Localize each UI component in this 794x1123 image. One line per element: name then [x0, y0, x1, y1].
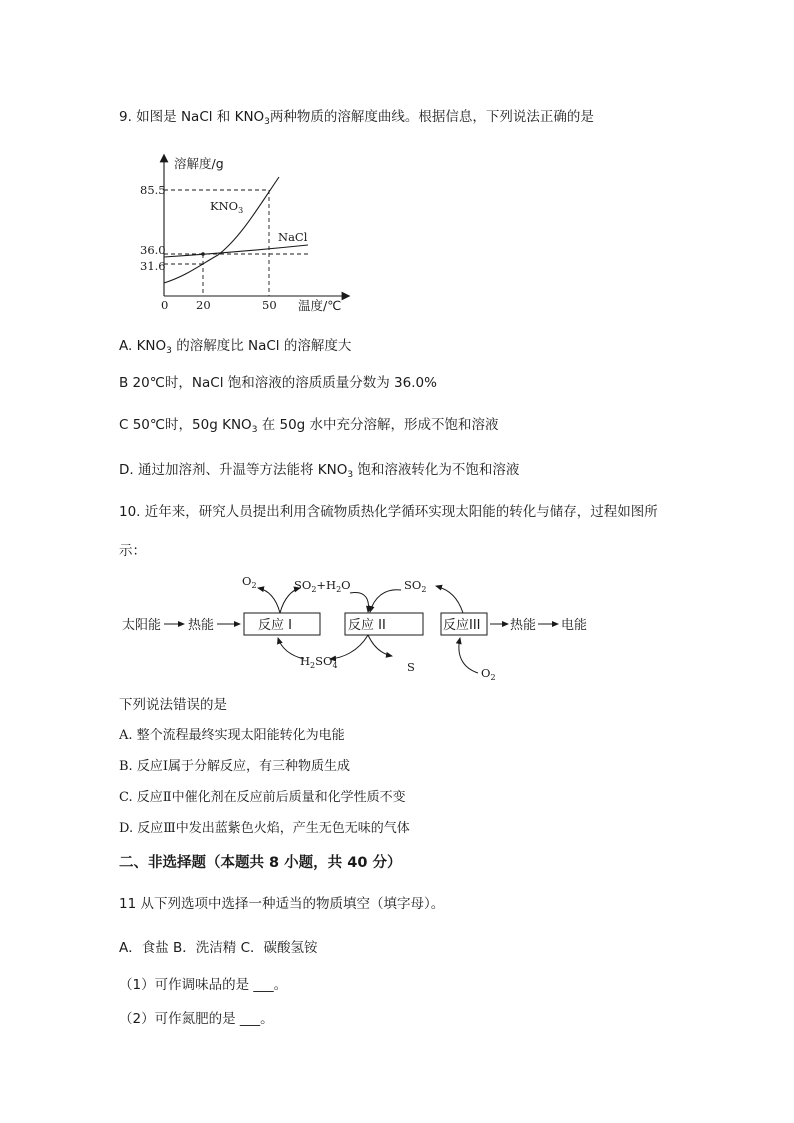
q11-stem: 11 从下列选项中选择一种适当的物质填空（填字母）。 [119, 896, 445, 912]
heat-label-2: 热能 [510, 618, 537, 633]
solubility-chart [140, 150, 370, 320]
s-label: S [407, 660, 415, 674]
q11-choices: A．食盐 B．洗洁精 C．碳酸氢铵 [119, 940, 318, 956]
xtick-50: 50 [262, 298, 277, 312]
o2-bottom: $O_2$ [481, 666, 496, 682]
ytick-85-5: 85.5 [140, 183, 166, 197]
nacl-curve [164, 245, 308, 257]
xtick-0: 0 [161, 298, 169, 312]
reaction-3-label: 反应III [443, 618, 481, 633]
q9-stem: 9. 如图是 NaCl 和 $KNO_3$两种物质的溶解度曲线。根据信息，下列说法正确的是 [119, 109, 594, 127]
ytick-31-6: 31.6 [140, 259, 166, 273]
q10-stem-line2: 示： [119, 543, 146, 559]
q9-option-a: A. $KNO_3$ 的溶解度比 NaCl 的溶解度大 [119, 338, 352, 356]
q10-option-c: C. 反应Ⅱ中催化剂在反应前后质量和化学性质不变 [119, 790, 406, 805]
q11-sub2: （2）可作氮肥的是 ___。 [119, 1011, 274, 1027]
section-title: 二、非选择题（本题共 8 小题，共 40 分） [119, 855, 402, 871]
electric-label: 电能 [561, 618, 588, 633]
kno3-label: $KNO_3$ [210, 199, 244, 215]
intersection-dot [201, 252, 205, 256]
q10-option-d: D. 反应Ⅲ中发出蓝紫色火焰，产生无色无味的气体 [119, 821, 410, 836]
reaction-2-label: 反应 II [348, 618, 386, 633]
so2-h2o-label: $SO_2+H_2O$ [294, 578, 351, 594]
so2-right-label: $SO_2$ [404, 578, 427, 594]
x-axis-label: 温度/℃ [298, 298, 342, 313]
q11-sub1: （1）可作调味品的是 ___。 [119, 977, 288, 993]
reaction-1-label: 反应 I [258, 618, 292, 633]
o2-top: $O_2$ [242, 574, 257, 590]
q9-option-b: B 20℃时，NaCl 饱和溶液的溶质质量分数为 36.0% [119, 375, 437, 391]
q10-option-a: A. 整个流程最终实现太阳能转化为电能 [119, 728, 345, 743]
q10-prompt: 下列说法错误的是 [119, 697, 227, 713]
q9-option-c: C 50℃时，50g $KNO_3$ 在 50g 水中充分溶解，形成不饱和溶液 [119, 417, 499, 435]
y-axis-label: 溶解度/g [174, 156, 224, 171]
cycle-diagram [118, 568, 608, 686]
kno3-curve [164, 177, 279, 283]
h2so4-label: $H_2SO_4$ [300, 654, 338, 670]
q10-option-b: B. 反应Ⅰ属于分解反应，有三种物质生成 [119, 759, 350, 774]
q10-stem-line1: 10. 近年来，研究人员提出利用含硫物质热化学循环实现太阳能的转化与储存，过程如图所 [119, 504, 658, 520]
q9-option-d: D. 通过加溶剂、升温等方法能将 $KNO_3$ 饱和溶液转化为不饱和溶液 [119, 462, 520, 480]
solar-label: 太阳能 [122, 618, 162, 633]
xtick-20: 20 [196, 298, 211, 312]
heat-label-1: 热能 [188, 618, 215, 633]
ytick-36-0: 36.0 [140, 243, 166, 257]
nacl-label: NaCl [278, 230, 308, 244]
